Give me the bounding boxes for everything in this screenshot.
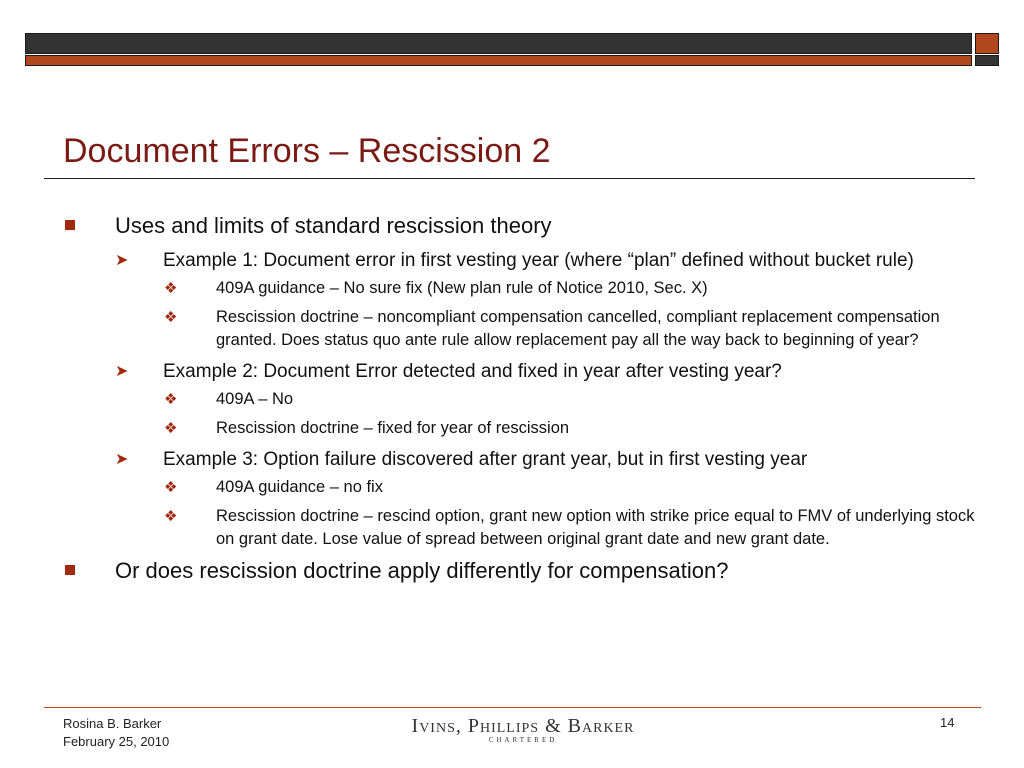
sub-sub-bullet-item bbox=[164, 505, 976, 551]
title-divider bbox=[44, 178, 975, 179]
bullet-text: Uses and limits of standard rescission theory bbox=[115, 213, 552, 238]
diamond-bullet-icon: ❖ bbox=[164, 479, 178, 496]
firm-logo bbox=[383, 715, 663, 744]
sub-bullet-text: Example 2: Document Error detected and fixed in year after vesting year? bbox=[163, 361, 782, 382]
sub-sub-bullet-text: Rescission doctrine – noncompliant compensation cancelled, compliant replacement compensation granted. Does status quo ante rule allow replacement pay all the way back to beginning of year? bbox=[216, 308, 940, 349]
bullet-text: Or does rescission doctrine apply differently for compensation? bbox=[115, 558, 729, 583]
sub-sub-bullet-item bbox=[164, 476, 976, 499]
sub-sub-bullet-item bbox=[164, 306, 976, 352]
sub-sub-bullet-text: 409A guidance – no fix bbox=[216, 478, 383, 496]
sub-sub-bullet-text: 409A – No bbox=[216, 390, 294, 408]
header-corner-box bbox=[975, 33, 999, 54]
diamond-bullet-icon: ❖ bbox=[164, 420, 178, 437]
slide-content bbox=[0, 212, 1024, 592]
diamond-bullet-icon: ❖ bbox=[164, 280, 178, 297]
diamond-bullet-icon: ❖ bbox=[164, 508, 178, 525]
footer-author-block bbox=[63, 715, 169, 751]
sub-bullet-item bbox=[115, 358, 963, 385]
arrow-bullet-icon: ➤ bbox=[115, 363, 129, 380]
sub-bullet-item bbox=[115, 446, 963, 473]
sub-sub-bullet-item bbox=[164, 388, 976, 411]
firm-logo-sub: CHARTERED bbox=[488, 736, 558, 744]
header-accent-bar bbox=[25, 55, 972, 66]
footer-date: February 25, 2010 bbox=[63, 734, 170, 749]
firm-logo-name: Ivins, Phillips & Barker bbox=[411, 715, 635, 737]
header-corner-box-lower bbox=[975, 55, 999, 66]
square-bullet-icon bbox=[65, 220, 75, 230]
sub-bullet-text: Example 3: Option failure discovered after grant year, but in first vesting year bbox=[163, 449, 808, 470]
sub-bullet-item bbox=[115, 247, 963, 274]
footer-divider bbox=[44, 707, 981, 708]
sub-sub-bullet-item bbox=[164, 277, 976, 300]
bullet-item bbox=[115, 212, 975, 239]
sub-sub-bullet-text: 409A guidance – No sure fix (New plan rule of Notice 2010, Sec. X) bbox=[216, 279, 708, 297]
header-bar bbox=[25, 33, 972, 54]
diamond-bullet-icon: ❖ bbox=[164, 391, 178, 408]
diamond-bullet-icon: ❖ bbox=[164, 309, 178, 326]
page-number: 14 bbox=[940, 715, 955, 730]
sub-sub-bullet-item bbox=[164, 417, 976, 440]
footer-author: Rosina B. Barker bbox=[63, 716, 162, 731]
arrow-bullet-icon: ➤ bbox=[115, 451, 129, 468]
sub-sub-bullet-text: Rescission doctrine – fixed for year of rescission bbox=[216, 419, 570, 437]
arrow-bullet-icon: ➤ bbox=[115, 252, 129, 269]
bullet-item bbox=[115, 557, 975, 584]
slide-title: Document Errors – Rescission 2 bbox=[63, 132, 551, 170]
sub-bullet-text: Example 1: Document error in first vesting year (where “plan” defined without bucket rule) bbox=[163, 250, 914, 271]
sub-sub-bullet-text: Rescission doctrine – rescind option, grant new option with strike price equal to FMV of underlying stock on grant date. Lose value of spread between original grant date and new grant date. bbox=[216, 507, 975, 548]
square-bullet-icon bbox=[65, 565, 75, 575]
